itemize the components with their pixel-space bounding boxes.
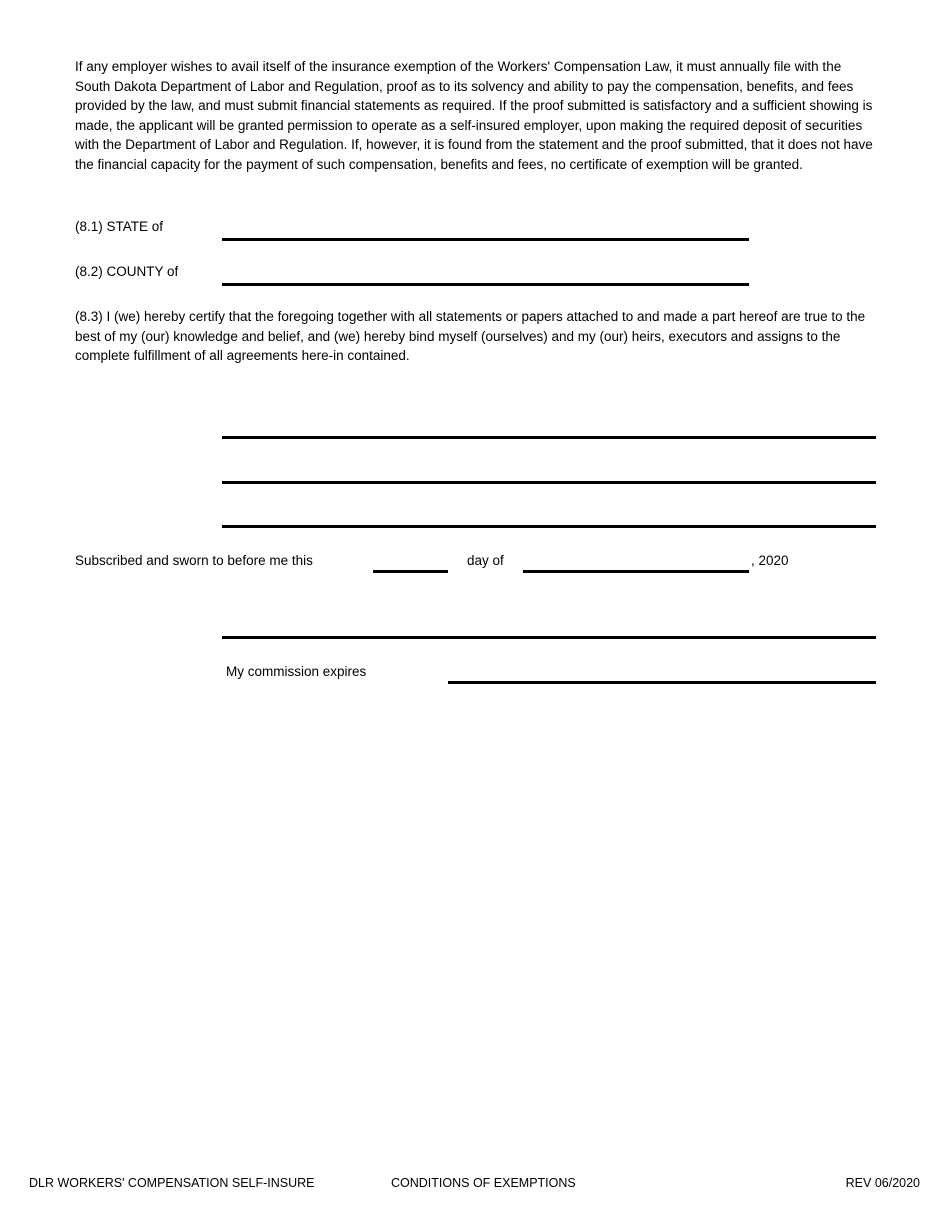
state-field[interactable] xyxy=(222,218,749,238)
signature-field-2[interactable] xyxy=(222,455,876,481)
commission-underline xyxy=(448,681,876,684)
notary-signature-field[interactable] xyxy=(222,612,876,636)
signature-field-1[interactable] xyxy=(222,410,876,436)
footer-left: DLR WORKERS' COMPENSATION SELF-INSURE xyxy=(29,1176,315,1190)
commission-field[interactable] xyxy=(448,663,876,681)
intro-paragraph: If any employer wishes to avail itself of the insurance exemption of the Workers' Compensation Law, it must annually file with the South Dakota Department of Labor and Regulation, proof as to its solvency and ability to pay the compensation, benefits, and fees provided by the law, and must submit financial statements as required. If the proof submitted is satisfactory and a sufficient showing is made, the applicant will be granted permission to operate as a self-insured employer, upon making the required deposit of securities with the Department of Labor and Regulation. If, however, it is found from the statement and the proof submitted, that it does not have the financial capacity for the payment of such compensation, benefits and fees, no certificate of exemption will be granted. xyxy=(75,59,873,172)
signature-field-3[interactable] xyxy=(222,499,876,525)
signature-line-1 xyxy=(222,436,876,439)
day-underline xyxy=(373,570,448,573)
month-underline xyxy=(523,570,749,573)
state-underline xyxy=(222,238,749,241)
county-underline xyxy=(222,283,749,286)
day-of-label: day of xyxy=(467,553,504,568)
county-field[interactable] xyxy=(222,263,749,283)
signature-line-2 xyxy=(222,481,876,484)
month-field[interactable] xyxy=(523,552,749,570)
commission-label: My commission expires xyxy=(226,664,367,679)
footer-right: REV 06/2020 xyxy=(845,1176,920,1190)
day-field[interactable] xyxy=(373,552,448,570)
state-label: (8.1) STATE of xyxy=(75,219,164,234)
notary-signature-line xyxy=(222,636,876,639)
county-label: (8.2) COUNTY of xyxy=(75,264,179,279)
footer-center: CONDITIONS OF EXEMPTIONS xyxy=(391,1176,576,1190)
signature-line-3 xyxy=(222,525,876,528)
year-label: , 2020 xyxy=(751,553,789,568)
subscribed-label: Subscribed and sworn to before me this xyxy=(75,553,313,568)
certification-paragraph: (8.3) I (we) hereby certify that the foregoing together with all statements or papers attached to and made a part hereof are true to the best of my (our) knowledge and belief, and (we) hereby bind myself (ourselves) and my (our) heirs, executors and assigns to the complete fulfillment of all agreements here-in contained. xyxy=(75,309,866,364)
